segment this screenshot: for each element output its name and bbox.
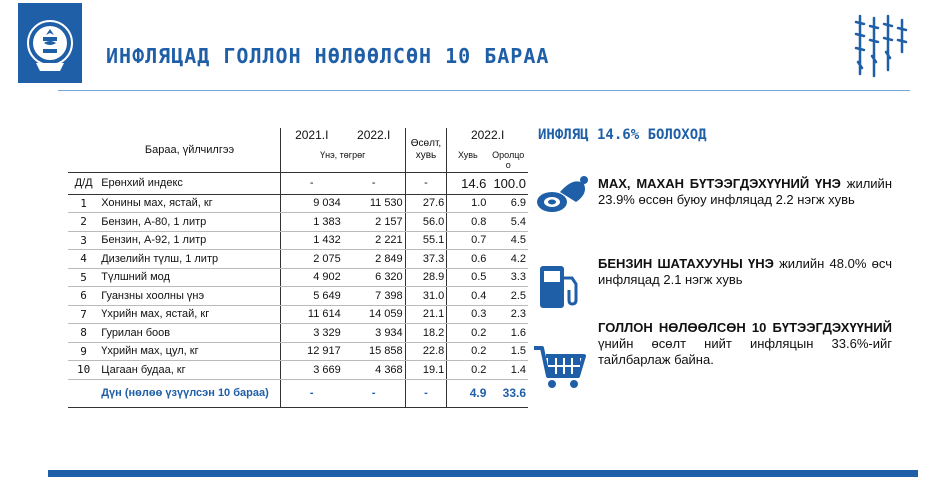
row-growth: 19.1	[405, 361, 447, 380]
row-growth: 21.1	[405, 305, 447, 324]
row-index: 2	[68, 213, 99, 232]
row-name: Гурилан боов	[99, 324, 280, 343]
row-index: 7	[68, 305, 99, 324]
total-name: Дүн (нөлөө үзүүлсэн 10 бараа)	[99, 379, 280, 407]
row-price-2021: 3 669	[280, 361, 342, 380]
row-name: Цагаан будаа, кг	[99, 361, 280, 380]
contribution-column-header: Оролцоо	[492, 150, 525, 170]
row-name: Үхрийн мах, ястай, кг	[99, 305, 280, 324]
table-row	[68, 268, 528, 287]
table-row	[68, 342, 528, 361]
row-percent: 1.0	[447, 194, 489, 213]
table-row	[68, 305, 528, 324]
year-2022-header: 2022.I	[343, 128, 405, 150]
row-index: 6	[68, 287, 99, 306]
row-name: Үхрийн мах, цул, кг	[99, 342, 280, 361]
row-price-2021: 1 432	[280, 231, 342, 250]
total-percent: 4.9	[469, 386, 487, 400]
row-price-2021: 5 649	[280, 287, 342, 306]
row-price-2022: 2 849	[343, 250, 405, 269]
year-2021-header: 2021.I	[295, 128, 329, 142]
row-contribution: 1.5	[488, 342, 528, 361]
table-row	[68, 324, 528, 343]
meat-note	[598, 176, 892, 208]
row-growth: 22.8	[405, 342, 447, 361]
row-price-2021: 4 902	[280, 268, 342, 287]
top-ten-note-title: ГОЛЛОН НӨЛӨӨЛСӨН 10 БҮТЭЭГДЭХҮҮНИЙ	[598, 320, 892, 335]
row-index: 9	[68, 342, 99, 361]
table-row	[68, 194, 528, 213]
row-price-2022: 2 221	[343, 231, 405, 250]
row-growth: 31.0	[405, 287, 447, 306]
row-price-2021: 1 383	[280, 213, 342, 232]
row-contribution: 1.6	[488, 324, 528, 343]
general-index-2021: -	[280, 172, 342, 194]
footer-bar	[48, 470, 918, 477]
row-index: 5	[68, 268, 99, 287]
row-name: Бензин, А-92, 1 литр	[99, 231, 280, 250]
total-growth: -	[405, 379, 447, 407]
row-price-2022: 14 059	[343, 305, 405, 324]
row-name: Гуанзны хоолны үнэ	[99, 287, 280, 306]
general-index-contribution: 100.0	[488, 172, 528, 194]
row-contribution: 4.2	[488, 250, 528, 269]
table-row	[68, 250, 528, 269]
row-name: Түлшний мод	[99, 268, 280, 287]
total-2022: -	[343, 379, 405, 407]
fuel-note-title: БЕНЗИН ШАТАХУУНЫ ҮНЭ	[598, 256, 774, 271]
row-growth: 56.0	[405, 213, 447, 232]
row-growth: 55.1	[405, 231, 447, 250]
percent-column-header: Хувь	[457, 150, 478, 160]
product-column-header: Бараа, үйлчилгээ	[99, 128, 280, 172]
row-index: 3	[68, 231, 99, 250]
row-contribution: 1.4	[488, 361, 528, 380]
row-percent: 0.2	[447, 324, 489, 343]
row-price-2021: 12 917	[280, 342, 342, 361]
table-row	[68, 287, 528, 306]
general-index-row	[68, 172, 528, 194]
general-index-2022: -	[343, 172, 405, 194]
price-unit-header: Үнэ, төгрөг	[280, 150, 405, 172]
row-percent: 0.3	[447, 305, 489, 324]
mongolian-script-icon	[846, 12, 916, 82]
fuel-note	[598, 256, 892, 288]
header-divider	[58, 90, 910, 91]
index-column-header: Д/Д	[68, 172, 99, 194]
general-index-growth: -	[405, 172, 447, 194]
row-price-2021: 9 034	[280, 194, 342, 213]
row-growth: 18.2	[405, 324, 447, 343]
row-price-2022: 15 858	[343, 342, 405, 361]
row-percent: 0.2	[447, 361, 489, 380]
row-price-2022: 4 368	[343, 361, 405, 380]
meat-icon	[534, 172, 590, 218]
coat-of-arms-logo	[18, 3, 82, 83]
row-contribution: 5.4	[488, 213, 528, 232]
page-title: ИНФЛЯЦАД ГОЛЛОН НӨЛӨӨЛСӨН 10 БАРАА	[106, 44, 550, 68]
fuel-note-text: жилийн 48.0% өсч инфляцад 2.1 нэгж хувь	[598, 256, 892, 287]
row-contribution: 2.5	[488, 287, 528, 306]
fuel-pump-icon	[538, 262, 582, 310]
inflation-subtitle: ИНФЛЯЦ 14.6% БОЛОХОД	[538, 127, 707, 143]
row-contribution: 6.9	[488, 194, 528, 213]
row-price-2022: 3 934	[343, 324, 405, 343]
row-name: Бензин, А-80, 1 литр	[99, 213, 280, 232]
row-price-2021: 2 075	[280, 250, 342, 269]
row-price-2022: 7 398	[343, 287, 405, 306]
emblem-icon	[26, 13, 74, 75]
row-name: Дизелийн түлш, 1 литр	[99, 250, 280, 269]
table-row	[68, 231, 528, 250]
row-contribution: 2.3	[488, 305, 528, 324]
row-index: 1	[68, 194, 99, 213]
row-percent: 0.7	[447, 231, 489, 250]
row-percent: 0.4	[447, 287, 489, 306]
row-growth: 28.9	[405, 268, 447, 287]
row-price-2021: 11 614	[280, 305, 342, 324]
row-growth: 27.6	[405, 194, 447, 213]
meat-note-title: МАХ, МАХАН БҮТЭЭГДЭХҮҮНИЙ ҮНЭ	[598, 176, 841, 191]
table-row	[68, 213, 528, 232]
row-contribution: 3.3	[488, 268, 528, 287]
general-index-name: Ерөнхий индекс	[99, 172, 280, 194]
row-contribution: 4.5	[488, 231, 528, 250]
row-percent: 0.2	[447, 342, 489, 361]
row-percent: 0.5	[447, 268, 489, 287]
meat-note-text: жилийн 23.9% өссөн буюу инфляцад 2.2 нэгж хувь	[598, 176, 892, 207]
row-percent: 0.6	[447, 250, 489, 269]
top-ten-note-text: үнийн өсөлт нийт инфляцын 33.6%-ийг тайлбарлаж байна.	[598, 336, 892, 367]
row-price-2022: 11 530	[343, 194, 405, 213]
total-row	[68, 379, 528, 407]
table-row	[68, 361, 528, 380]
row-index: 8	[68, 324, 99, 343]
total-contribution: 33.6	[502, 386, 526, 400]
row-index: 4	[68, 250, 99, 269]
growth-column-header: Өсөлт, хувь	[405, 128, 447, 172]
top-ten-note	[598, 320, 892, 368]
row-price-2022: 6 320	[343, 268, 405, 287]
top-ten-goods-table	[68, 128, 528, 408]
row-price-2021: 3 329	[280, 324, 342, 343]
general-index-percent: 14.6	[447, 172, 489, 194]
row-name: Хонины мах, ястай, кг	[99, 194, 280, 213]
shopping-cart-icon	[532, 344, 588, 392]
row-percent: 0.8	[447, 213, 489, 232]
year-2022-share-header: 2022.I	[470, 128, 505, 142]
total-2021: -	[309, 387, 314, 399]
row-price-2022: 2 157	[343, 213, 405, 232]
row-index: 10	[68, 361, 99, 380]
row-growth: 37.3	[405, 250, 447, 269]
